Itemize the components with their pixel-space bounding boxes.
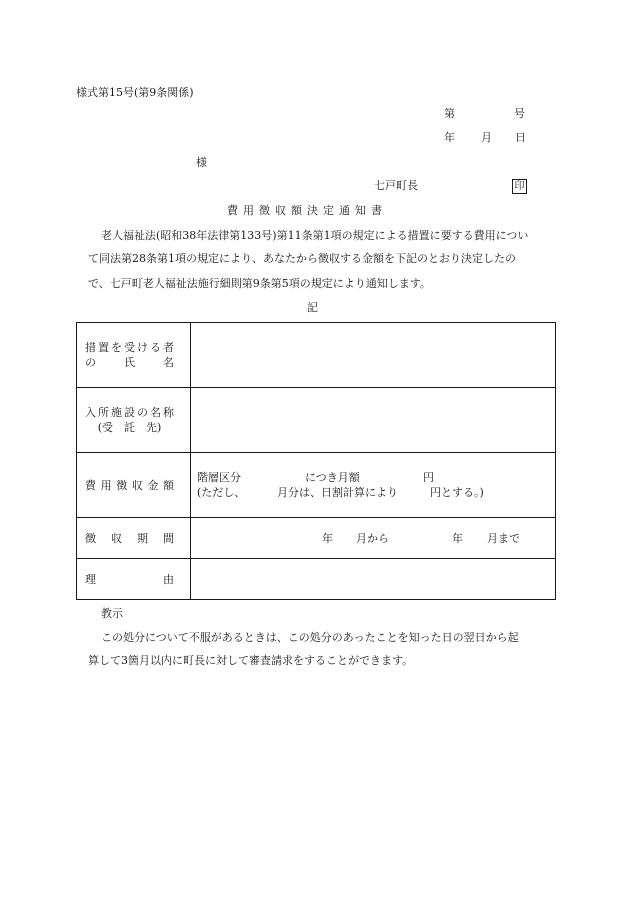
period-label	[77, 518, 191, 559]
facility-label-line1	[85, 405, 174, 420]
table-row	[77, 518, 556, 559]
body-line-3: で、七戸町老人福祉法施行細則第9条第5項の規定により通知します。	[88, 277, 431, 290]
label-char: 名	[150, 406, 161, 419]
reason-value[interactable]	[191, 559, 556, 600]
seal-mark: 印	[512, 179, 527, 194]
fee-proviso-open: (ただし、	[197, 486, 246, 499]
label-char: 氏	[124, 356, 135, 369]
label-char: 費	[85, 478, 96, 492]
body-line-2: て同法第28条第1項の規定により、あなたから徴収する金額を下記のとおり決定したの	[88, 252, 516, 265]
fee-value[interactable]	[191, 453, 556, 518]
table-row	[77, 388, 556, 453]
label-char: 受	[124, 341, 135, 354]
date-day: 日	[515, 131, 526, 144]
label-char: 由	[163, 572, 174, 586]
label-char: 収	[131, 478, 143, 492]
table-row	[77, 323, 556, 388]
period-line	[191, 531, 555, 546]
fee-line-2	[197, 485, 555, 500]
fee-label	[77, 453, 191, 518]
period-start-year: 年	[322, 531, 333, 545]
body-line-1: 老人福祉法(昭和38年法律第133号)第11条第1項の規定による措置に要する費用につい	[101, 229, 529, 242]
period-end-month: 月まで	[487, 531, 520, 545]
date-year: 年	[444, 131, 455, 144]
period-end-year: 年	[452, 531, 463, 545]
fee-line-1	[197, 470, 555, 485]
recipient-label-line2	[85, 355, 174, 370]
label-char: 徴	[85, 531, 96, 545]
details-table	[76, 322, 556, 600]
period-start-month: 月から	[356, 531, 389, 545]
reason-label-line	[85, 572, 174, 587]
notice-line-1: この処分について不服があるときは、この処分のあったことを知った日の翌日から起	[101, 631, 519, 644]
label-char: 者	[163, 341, 174, 354]
facility-label-line2: (受 託 先)	[97, 421, 162, 434]
label-char: 理	[85, 572, 96, 586]
label-char: 期	[137, 531, 148, 545]
label-char: の	[85, 356, 96, 369]
ki-heading: 記	[307, 301, 318, 314]
facility-value[interactable]	[191, 388, 556, 453]
label-char: 所	[98, 406, 109, 419]
issuer-name: 七戸町長	[374, 179, 418, 192]
reason-label	[77, 559, 191, 600]
number-prefix: 第	[444, 107, 455, 120]
date-month: 月	[481, 131, 492, 144]
label-char: 金	[147, 478, 159, 492]
fee-monthly-text: につき月額	[305, 471, 360, 484]
label-char: 称	[163, 406, 174, 419]
fee-yen-text: 円	[423, 471, 434, 484]
label-char: 名	[163, 356, 174, 369]
form-number: 様式第15号(第9条関係)	[76, 86, 194, 99]
label-char: 施	[111, 406, 122, 419]
number-suffix: 号	[514, 107, 525, 120]
fee-daily-calc-text: 月分は、日割計算により	[277, 486, 398, 499]
label-char: 措	[85, 341, 96, 354]
label-char: 用	[100, 478, 112, 492]
label-char: 間	[163, 531, 174, 545]
label-char: 徴	[116, 478, 128, 492]
label-char: 収	[111, 531, 122, 545]
addressee-suffix: 様	[196, 156, 207, 169]
notice-line-2: 算して3箇月以内に町長に対して審査請求をすることができます。	[88, 654, 414, 667]
table-row	[77, 559, 556, 600]
label-char: の	[137, 406, 148, 419]
notice-heading: 教示	[101, 607, 123, 620]
recipient-label-line1	[85, 340, 174, 355]
period-label-line	[85, 531, 174, 546]
label-char: を	[111, 341, 122, 354]
label-char: 設	[124, 406, 135, 419]
table-row	[77, 453, 556, 518]
fee-label-line	[85, 478, 174, 493]
recipient-value[interactable]	[191, 323, 556, 388]
facility-label	[77, 388, 191, 453]
recipient-label	[77, 323, 191, 388]
label-char: 入	[85, 406, 96, 419]
label-char: る	[150, 341, 161, 354]
fee-proviso-close: 円とする。)	[430, 486, 484, 499]
label-char: 額	[162, 478, 174, 492]
label-char: 置	[98, 341, 109, 354]
fee-tier-text: 階層区分	[197, 471, 241, 484]
period-value[interactable]	[191, 518, 556, 559]
document-title: 費用徴収額決定通知書	[227, 204, 387, 217]
label-char: け	[137, 341, 148, 354]
